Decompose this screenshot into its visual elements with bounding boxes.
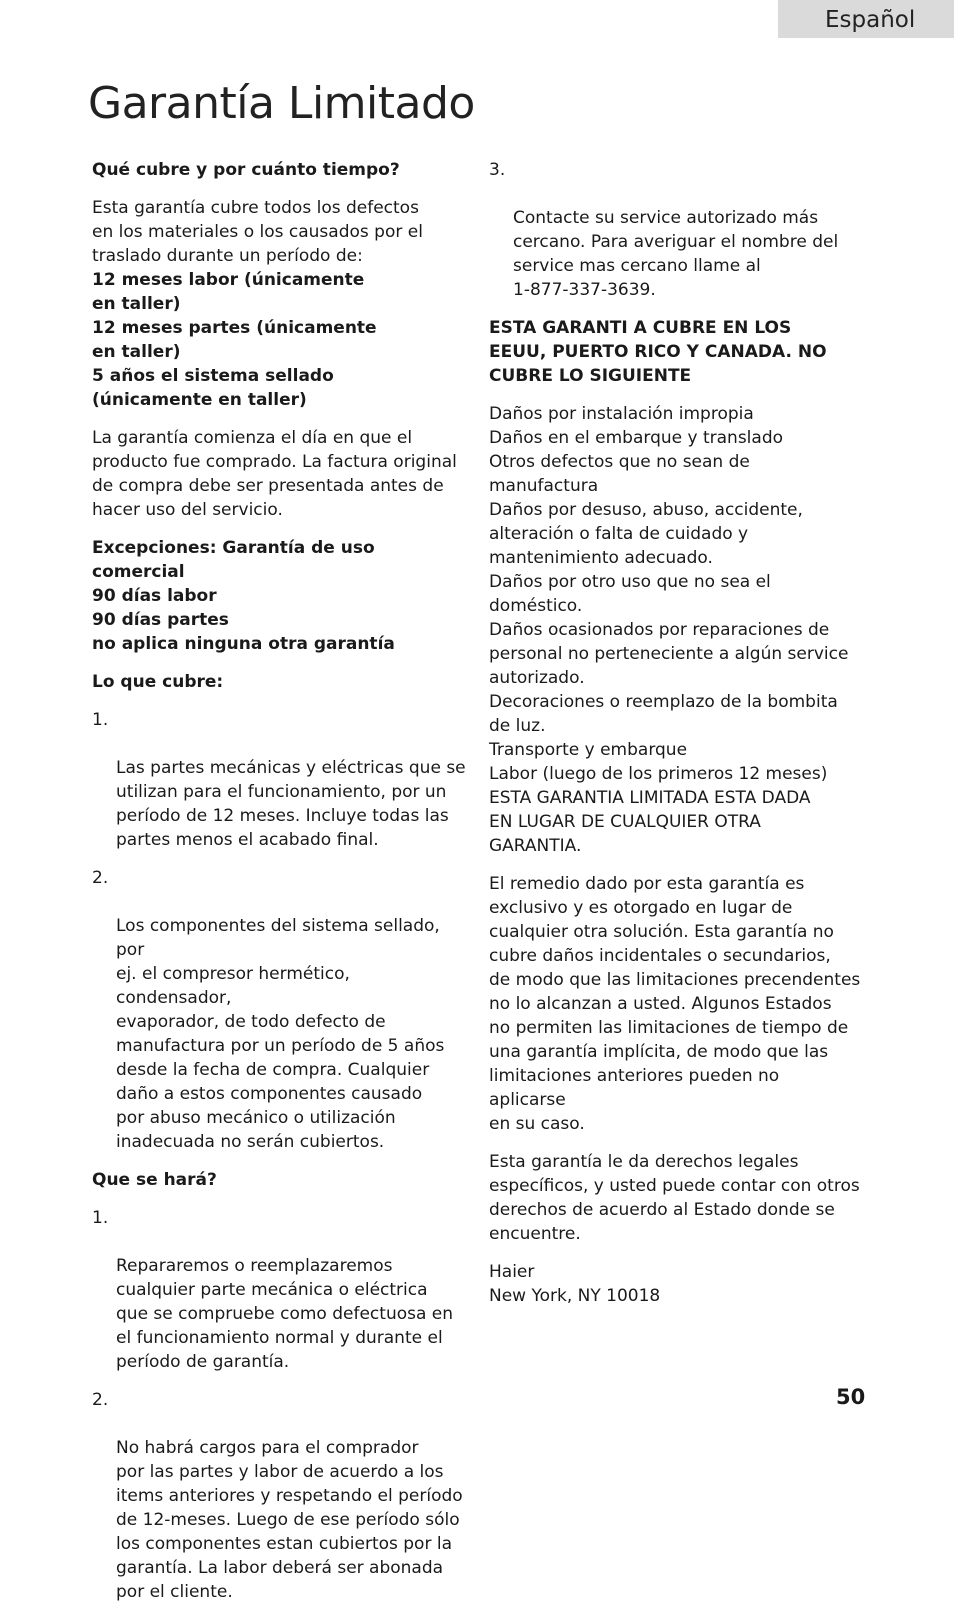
- list-item-number: 2.: [92, 868, 109, 888]
- list-item: [92, 1388, 468, 1604]
- section-heading-coverage: Qué cubre y por cuánto tiempo?: [92, 160, 400, 180]
- company-address: Haier New York, NY 10018: [489, 1262, 661, 1306]
- section-heading-covered: Lo que cubre:: [92, 672, 224, 692]
- list-item-number: 1.: [92, 1208, 109, 1228]
- page-title: Garantía Limitado: [88, 78, 475, 129]
- list-item-number: 2.: [92, 1390, 109, 1410]
- exclusions-list: Daños por instalación impropia Daños en el embarque y translado Otros defectos que no sean de manufactura Daños por desuso, abuso, accidente, alteración o falta de cuidado y mantenimiento adecuado. Daños por otro uso que no sea el doméstico. Daños ocasionados por reparaciones de personal no perteneciente a algún service autorizado. Decoraciones o reemplazo de la bombita de luz. Transporte y embarque Labor (luego de los primeros 12 meses) ESTA GARANTIA LIMITADA ESTA DADA EN LUGAR DE CUALQUIER OTRA GARANTIA.: [489, 404, 849, 856]
- list-item: [92, 866, 468, 1154]
- list-item-text: Contacte su service autorizado más cercano. Para averiguar el nombre del service mas cercano llame al 1-877-337-3639.: [513, 208, 839, 300]
- left-column: [92, 158, 468, 1618]
- coverage-region-notice: ESTA GARANTI A CUBRE EN LOS EEUU, PUERTO RICO Y CANADA. NO CUBRE LO SIGUIENTE: [489, 318, 827, 386]
- language-tab: Español: [778, 0, 954, 38]
- section-heading-actions: Que se hará?: [92, 1170, 217, 1190]
- list-item: [92, 1206, 468, 1374]
- list-item-text: Las partes mecánicas y eléctricas que se utilizan para el funcionamiento, por un período de 12 meses. Incluye todas las partes menos el acabado final.: [116, 758, 466, 850]
- list-item-text: Repararemos o reemplazaremos cualquier parte mecánica o eléctrica que se compruebe como defectuosa en el funcionamiento normal y durante el período de garantía.: [116, 1256, 454, 1372]
- page-number: 50: [836, 1385, 866, 1409]
- list-item-text: No habrá cargos para el comprador por las partes y labor de acuerdo a los items anteriores y respetando el período de 12-meses. Luego de ese período sólo los componentes estan cubiertos por la garantía. La labor deberá ser abonada por el cliente.: [116, 1438, 463, 1602]
- legal-rights-paragraph: Esta garantía le da derechos legales específicos, y usted puede contar con otros derechos de acuerdo al Estado donde se encuentre.: [489, 1152, 860, 1244]
- coverage-terms: 12 meses labor (únicamente en taller) 12 meses partes (únicamente en taller) 5 años el sistema sellado (únicamente en taller): [92, 270, 377, 410]
- list-item: [489, 158, 861, 302]
- commercial-exceptions: Excepciones: Garantía de uso comercial 90 días labor 90 días partes no aplica ninguna otra garantía: [92, 538, 395, 654]
- list-item: [92, 708, 468, 852]
- list-item-number: 3.: [489, 160, 506, 180]
- remedy-paragraph: El remedio dado por esta garantía es exclusivo y es otorgado en lugar de cualquier otra solución. Esta garantía no cubre daños incidentales o secundarios, de modo que las limitaciones precendentes no lo alcanzan a usted. Algunos Estados no permiten las limitaciones de tiempo de una garantía implícita, de modo que las limitaciones anteriores pueden no aplicarse en su caso.: [489, 874, 861, 1134]
- list-item-number: 1.: [92, 710, 109, 730]
- coverage-intro: Esta garantía cubre todos los defectos en los materiales o los causados por el traslado durante un período de:: [92, 198, 423, 266]
- right-column: [489, 158, 861, 1322]
- list-item-text: Los componentes del sistema sellado, por ej. el compresor hermético, condensador, evaporador, de todo defecto de manufactura por un período de 5 años desde la fecha de compra. Cualquier daño a estos componentes causado por abuso mecánico o utilización inadecuada no serán cubiertos.: [116, 916, 445, 1152]
- coverage-start-text: La garantía comienza el día en que el producto fue comprado. La factura original de compra debe ser presentada antes de hacer uso del servicio.: [92, 428, 457, 520]
